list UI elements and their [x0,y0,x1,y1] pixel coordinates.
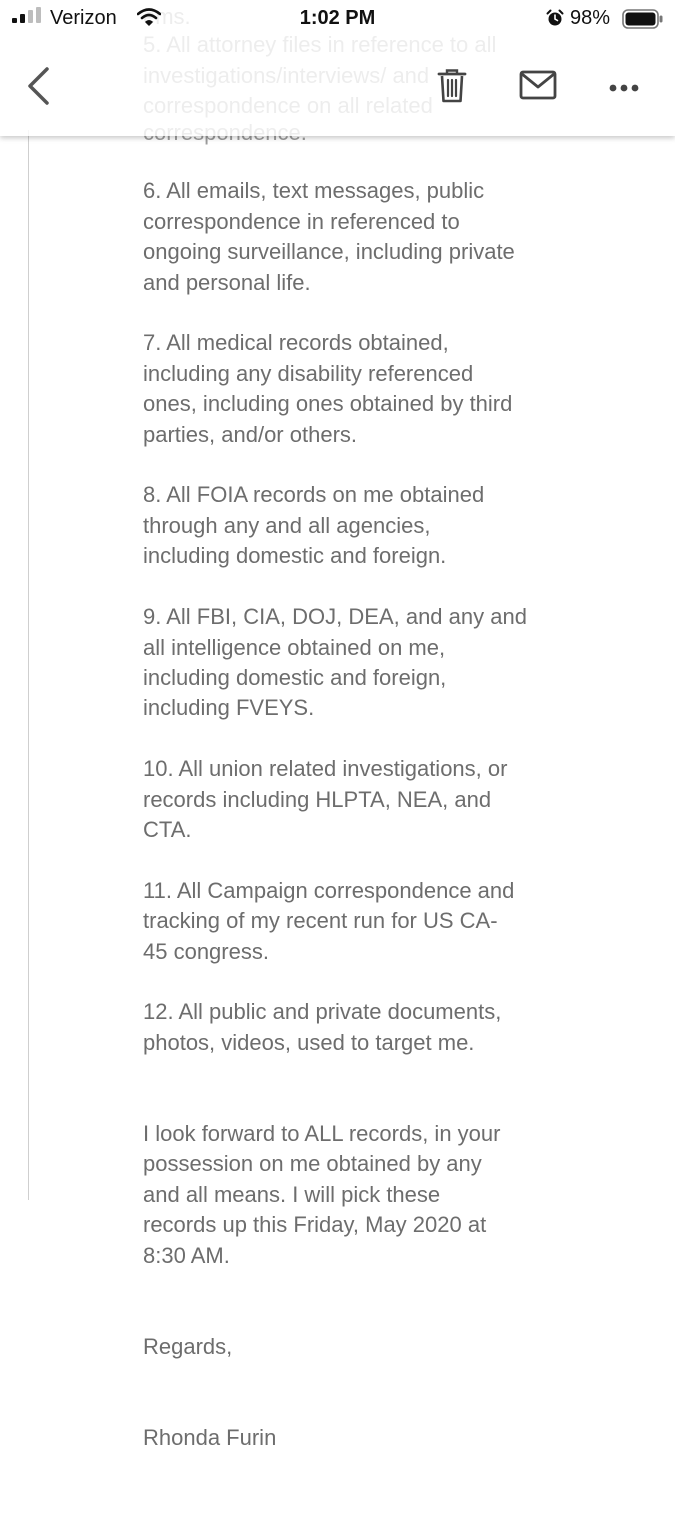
battery-percent: 98% [570,7,611,29]
battery-icon [622,9,664,29]
mark-unread-button[interactable] [519,70,557,105]
sign-off: Regards, [143,1333,233,1359]
status-bar [0,0,675,38]
list-item: 7. All medical records obtained, including any disability referenced ones, including ones obtained by third parties, and/or others. [143,330,513,447]
back-button[interactable] [25,66,53,111]
clock-time: 1:02 PM [299,7,376,29]
top-toolbar [0,0,675,136]
carrier-name: Verizon [50,7,117,29]
list-item: 9. All FBI, CIA, DOJ, DEA, and any and all intelligence obtained on me, including domestic and foreign, including FVEYS. [143,604,527,721]
more-icon [608,83,640,93]
email-body [143,146,643,1514]
back-chevron-icon [25,66,53,106]
more-options-button[interactable] [608,80,640,98]
trash-icon [437,68,467,104]
list-item: 12. All public and private documents, photos, videos, used to target me. [143,999,502,1055]
list-item: 11. All Campaign correspondence and tracking of my recent run for US CA- 45 congress. [143,877,515,964]
signature: Rhonda Furin [143,1425,277,1451]
list-item: 10. All union related investigations, or records including HLPTA, NEA, and CTA. [143,756,508,842]
closing-paragraph: I look forward to ALL records, in your possession on me obtained by any and all means. I will pick these records up this Friday, May 2020 at 8:30 AM. [143,1120,501,1268]
delete-button[interactable] [437,68,467,109]
thread-indent-line [28,130,29,1200]
list-item: 6. All emails, text messages, public correspondence in referenced to ongoing surveillance, including private and personal life. [143,178,515,295]
alarm-icon [546,9,564,27]
list-item: 8. All FOIA records on me obtained through any and all agencies, including domestic and foreign. [143,482,485,569]
envelope-icon [519,70,557,100]
